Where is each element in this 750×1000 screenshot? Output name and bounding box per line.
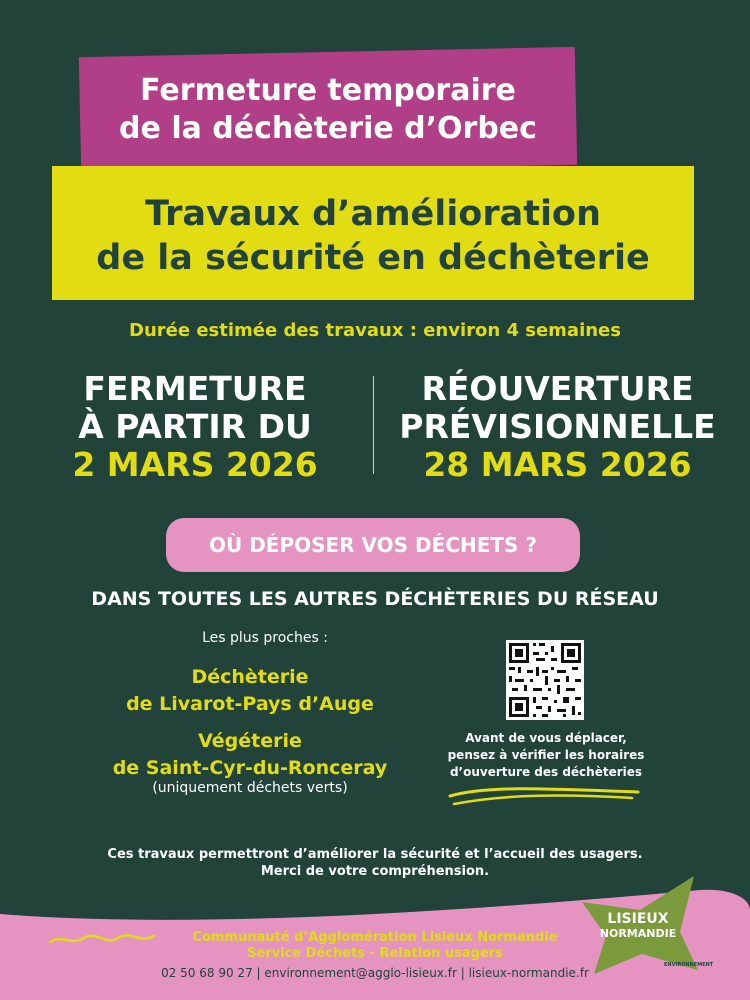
closing-date: 2 MARS 2026 xyxy=(72,445,318,484)
logo-subtitle: ENVIRONNEMENT xyxy=(664,962,714,968)
site-livarot-line1: Déchèterie xyxy=(191,666,309,688)
site-saint-cyr xyxy=(80,728,420,782)
reopening-line2: PRÉVISIONNELLE xyxy=(399,407,716,446)
site-saint-cyr-line1: Végéterie xyxy=(198,730,302,752)
bottom-message-line2: Merci de votre compréhension. xyxy=(260,864,490,879)
question-text: OÙ DÉPOSER VOS DÉCHETS ? xyxy=(208,533,537,557)
qr-note xyxy=(430,730,662,781)
squiggle-decoration xyxy=(446,782,646,812)
site-livarot xyxy=(80,664,420,718)
footer-service: Service Déchets - Relation usagers xyxy=(247,946,503,961)
subtitle-line1: Travaux d’amélioration xyxy=(145,194,601,234)
qr-note-line2: pensez à vérifier les horaires xyxy=(447,748,645,762)
logo-line2: NORMANDIE xyxy=(599,927,677,940)
qr-code-icon xyxy=(506,640,584,720)
logo-line1: LISIEUX xyxy=(607,911,669,927)
reopening-date: 28 MARS 2026 xyxy=(423,445,692,484)
reopening-block xyxy=(380,370,735,484)
qr-code[interactable] xyxy=(506,640,584,720)
site-saint-cyr-note: (uniquement déchets verts) xyxy=(152,780,348,796)
main-title xyxy=(80,72,576,148)
closing-line1: FERMETURE xyxy=(83,369,307,408)
qr-note-line3: d’ouverture des déchèteries xyxy=(449,765,643,779)
wave-decoration xyxy=(48,928,158,952)
closing-line2: À PARTIR DU xyxy=(78,407,312,446)
footer-contact[interactable]: 02 50 68 90 27 | environnement@agglo-lisieux.fr | lisieux-normandie.fr xyxy=(161,966,589,980)
closing-block xyxy=(20,370,370,484)
main-title-line1: Fermeture temporaire xyxy=(140,73,516,108)
main-title-line2: de la déchèterie d’Orbec xyxy=(119,111,537,146)
duration-text: Durée estimée des travaux : environ 4 semaines xyxy=(129,320,621,341)
column-divider xyxy=(373,376,374,474)
site-saint-cyr-line2: de Saint-Cyr-du-Ronceray xyxy=(112,757,388,779)
bottom-message-line1: Ces travaux permettront d’améliorer la sécurité et l’accueil des usagers. xyxy=(107,847,643,862)
footer-org-name: Communauté d’Agglomération Lisieux Normandie xyxy=(192,930,558,945)
nearest-label: Les plus proches : xyxy=(202,630,328,646)
reopening-line1: RÉOUVERTURE xyxy=(421,369,694,408)
subtitle-line2: de la sécurité en déchèterie xyxy=(96,238,650,278)
all-other-sites-heading: DANS TOUTES LES AUTRES DÉCHÈTERIES DU RÉSEAU xyxy=(91,588,659,610)
footer-organization xyxy=(150,930,600,962)
qr-note-line1: Avant de vous déplacer, xyxy=(465,731,627,745)
logo-wordmark xyxy=(590,912,686,940)
site-livarot-line2: de Livarot-Pays d’Auge xyxy=(126,693,374,715)
subtitle xyxy=(52,192,694,280)
